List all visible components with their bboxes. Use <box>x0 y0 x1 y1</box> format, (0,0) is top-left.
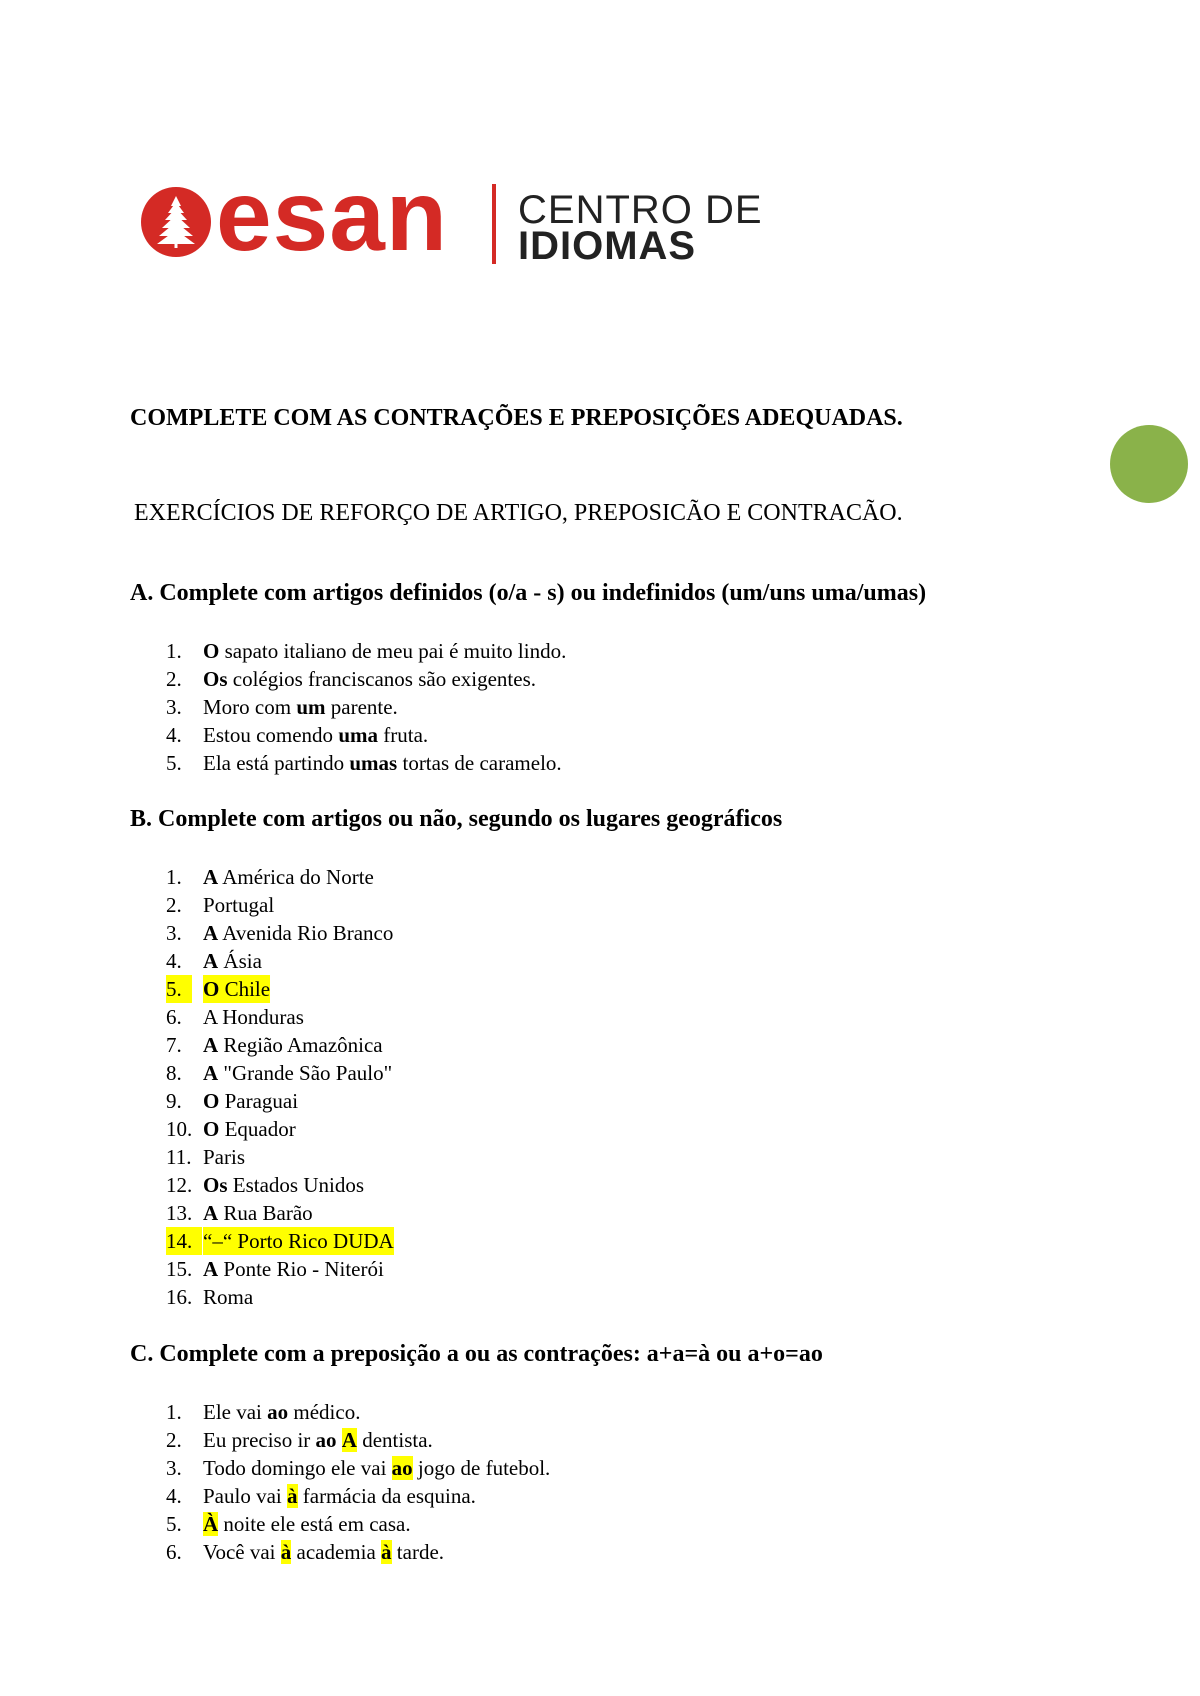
answer-word: O <box>203 1089 220 1113</box>
answer-word: uma <box>338 723 378 747</box>
answer-word: A <box>203 1033 219 1057</box>
item-text-part: Eu preciso ir <box>203 1428 316 1452</box>
item-text <box>203 1255 384 1283</box>
item-text-part: noite ele está em casa. <box>218 1512 411 1536</box>
item-text-part: Portugal <box>203 893 275 917</box>
item-text-part: jogo de futebol. <box>412 1456 551 1480</box>
answer-word: ao <box>391 1456 413 1480</box>
item-text <box>203 947 262 975</box>
item-number: 4. <box>166 1484 182 1508</box>
item-number: 3. <box>166 921 182 945</box>
answer-word: Os <box>203 667 228 691</box>
item-text-part: parente. <box>325 695 398 719</box>
logo-divider <box>492 184 496 264</box>
item-text <box>203 919 393 947</box>
item-text <box>203 1227 394 1255</box>
green-circle-decoration <box>1110 425 1188 503</box>
item-number: 7. <box>166 1033 182 1057</box>
item-text <box>203 1059 392 1087</box>
item-text-part: Região Amazônica <box>218 1033 383 1057</box>
item-text-part: América do Norte <box>218 865 374 889</box>
item-number: 12. <box>166 1173 193 1197</box>
item-text <box>203 1171 364 1199</box>
item-text <box>203 1482 476 1510</box>
section-b-title: B. Complete com artigos ou não, segundo os lugares geográficos <box>130 806 783 832</box>
answer-word: A <box>203 1257 219 1281</box>
item-number: 16. <box>166 1285 193 1309</box>
item-text <box>203 1031 383 1059</box>
answer-word: à <box>287 1484 298 1508</box>
item-text-part: "Grande São Paulo" <box>218 1061 393 1085</box>
answer-word: O <box>203 1117 220 1141</box>
item-text <box>203 1538 444 1566</box>
item-text <box>203 721 428 749</box>
item-text-part: Estados Unidos <box>227 1173 365 1197</box>
item-number: 11. <box>166 1145 192 1169</box>
item-text <box>203 1510 411 1538</box>
item-number: 5. <box>166 751 182 775</box>
item-text-part: academia <box>291 1540 382 1564</box>
item-number: 8. <box>166 1061 182 1085</box>
item-number: 2. <box>166 1428 182 1452</box>
answer-word: A <box>203 865 219 889</box>
answer-word: ao <box>267 1400 289 1424</box>
answer-word: A <box>203 1061 219 1085</box>
item-text-part: Avenida Rio Branco <box>218 921 394 945</box>
item-text-part: dentista. <box>356 1428 433 1452</box>
item-text-part: Ela está partindo <box>203 751 350 775</box>
item-text-part: Você vai <box>203 1540 281 1564</box>
answer-word: A <box>203 1201 219 1225</box>
item-number: 1. <box>166 639 182 663</box>
item-text-part: Ponte Rio - Niterói <box>218 1257 384 1281</box>
item-number: 10. <box>166 1117 193 1141</box>
item-text-part: médico. <box>288 1400 361 1424</box>
item-text-part: Ele vai <box>203 1400 268 1424</box>
item-text-part: Roma <box>203 1285 254 1309</box>
item-text <box>203 693 398 721</box>
item-number: 4. <box>166 949 182 973</box>
item-text <box>203 1454 550 1482</box>
item-text-part: Moro com <box>203 695 297 719</box>
item-text <box>203 891 274 919</box>
item-text <box>203 1003 304 1031</box>
item-text <box>203 863 374 891</box>
item-text-part: Equador <box>219 1117 296 1141</box>
item-text-part: Rua Barão <box>218 1201 313 1225</box>
item-text <box>203 1283 253 1311</box>
item-number: 2. <box>166 667 182 691</box>
item-number: 4. <box>166 723 182 747</box>
tree-seal-icon <box>140 186 212 258</box>
page-heading: COMPLETE COM AS CONTRAÇÕES E PREPOSIÇÕES ADEQUADAS. <box>130 405 903 431</box>
logo-subtitle-line1: CENTRO DE <box>518 188 763 232</box>
item-number: 13. <box>166 1201 193 1225</box>
item-text-part: fruta. <box>378 723 429 747</box>
item-text <box>203 749 562 777</box>
item-number: 9. <box>166 1089 182 1113</box>
item-number: 5. <box>166 975 192 1003</box>
item-text-part: sapato italiano de meu pai é muito lindo. <box>219 639 567 663</box>
answer-word: À <box>203 1512 219 1536</box>
item-text-part: Paris <box>203 1145 245 1169</box>
item-number: 3. <box>166 695 182 719</box>
item-number: 6. <box>166 1005 182 1029</box>
item-text <box>203 1398 360 1426</box>
item-text-part: farmácia da esquina. <box>297 1484 476 1508</box>
item-text <box>203 637 566 665</box>
item-text <box>203 1426 433 1454</box>
section-c-title: C. Complete com a preposição a ou as contrações: a+a=à ou a+o=ao <box>130 1341 823 1367</box>
item-number: 3. <box>166 1456 182 1480</box>
answer-word: A <box>203 921 219 945</box>
item-number: 1. <box>166 1400 182 1424</box>
item-text <box>203 975 270 1003</box>
item-text <box>203 1143 245 1171</box>
item-number: 5. <box>166 1512 182 1536</box>
item-text-part <box>337 1428 342 1452</box>
item-text-part: Todo domingo ele vai <box>203 1456 392 1480</box>
item-text-part: colégios franciscanos são exigentes. <box>227 667 536 691</box>
item-text-part: Ásia <box>218 949 262 973</box>
answer-word: Os <box>203 1173 228 1197</box>
item-number: 2. <box>166 893 182 917</box>
section-a-title: A. Complete com artigos definidos (o/a - s) ou indefinidos (um/uns uma/umas) <box>130 580 927 606</box>
item-text <box>203 1115 296 1143</box>
item-text-part: A Honduras <box>203 1005 304 1029</box>
item-number: 15. <box>166 1257 193 1281</box>
item-text-part: “–“ Porto Rico DUDA <box>203 1229 394 1253</box>
item-text <box>203 665 536 693</box>
logo-subtitle-line2: IDIOMAS <box>518 224 697 268</box>
item-number: 6. <box>166 1540 182 1564</box>
logo-wordmark: esan <box>216 160 448 272</box>
answer-word: à <box>381 1540 392 1564</box>
answer-word: A <box>203 949 219 973</box>
answer-word: umas <box>349 751 398 775</box>
answer-word: um <box>296 695 326 719</box>
answer-word: O <box>203 639 220 663</box>
answer-word: A <box>341 1428 357 1452</box>
item-text-part: Chile <box>219 977 271 1001</box>
esan-logo <box>140 160 763 272</box>
item-text <box>203 1087 298 1115</box>
item-text-part: tortas de caramelo. <box>397 751 562 775</box>
item-text-part: Estou comendo <box>203 723 339 747</box>
item-text <box>203 1199 313 1227</box>
item-text-part: Paraguai <box>219 1089 299 1113</box>
page-subheading: EXERCÍCIOS DE REFORÇO DE ARTIGO, PREPOSICÃO E CONTRACÃO. <box>134 500 903 526</box>
item-text-part: Paulo vai <box>203 1484 287 1508</box>
item-number: 14. <box>166 1227 202 1255</box>
answer-word: ao <box>315 1428 337 1452</box>
answer-word: O <box>203 977 220 1001</box>
item-number: 1. <box>166 865 182 889</box>
item-text-part: tarde. <box>391 1540 445 1564</box>
answer-word: à <box>280 1540 292 1564</box>
